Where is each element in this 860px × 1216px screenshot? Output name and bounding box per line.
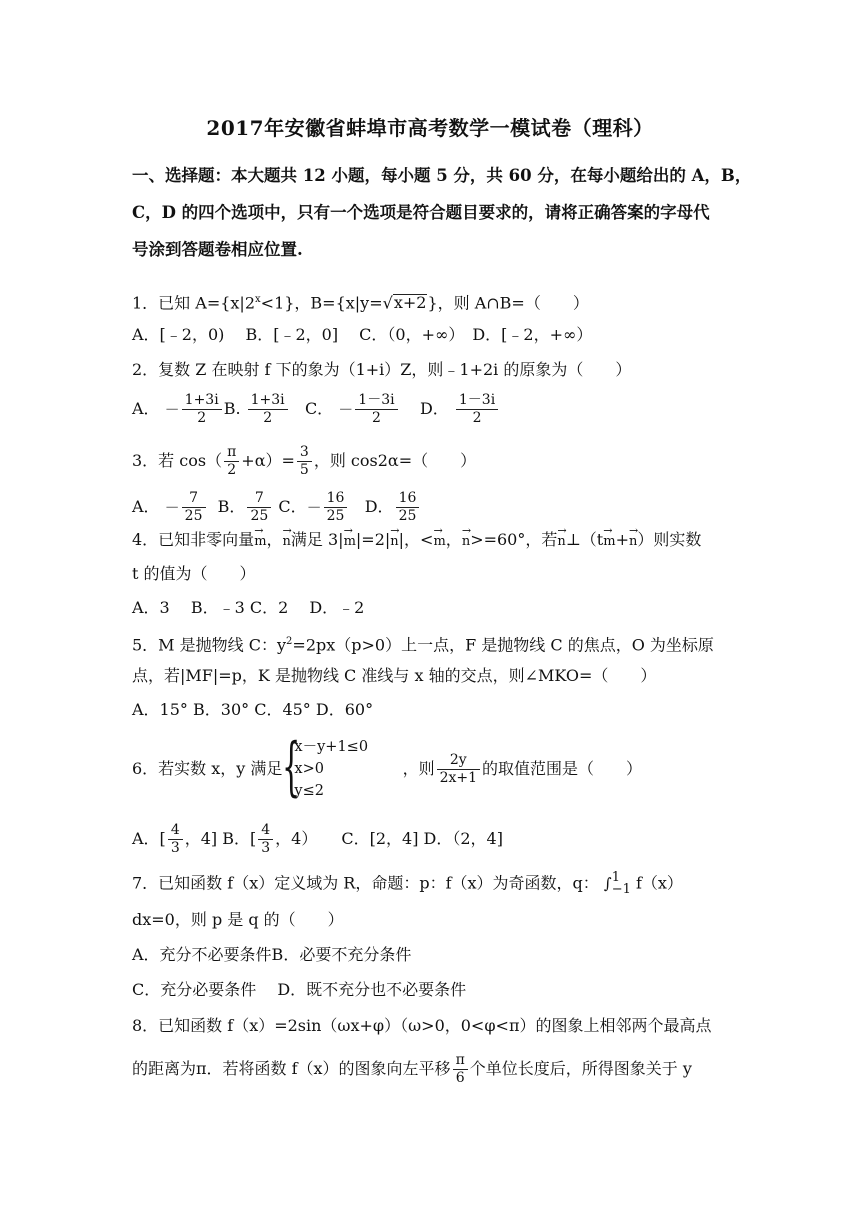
question-1-options: A．[﹣2，0) B．[﹣2，0] C．（0，+∞） D．[﹣2，+∞）	[132, 325, 593, 344]
fraction: $\frac{2y}{2x+1}$	[437, 752, 480, 787]
question-2-options: A． － $\frac{1+3i}{2}$ B. $\frac{1+3i}{2}$ C． － $\frac{1-3i}{2}$ D． $\frac{1-3i}{2}$	[132, 392, 500, 427]
section-instructions-line-2: C，D 的四个选项中，只有一个选项是符合题目要求的，请将正确答案的字母代	[132, 203, 710, 222]
fraction: $\frac{1+3i}{2}$	[182, 392, 222, 427]
question-2-stem: 2．复数 Z 在映射 f 下的象为（1+i）Z，则﹣1+2i 的原象为（ ）	[132, 360, 632, 379]
fraction: $\frac{4}{3}$	[168, 822, 183, 857]
question-8-stem-line-2: 的距离为π．若将函数 f（x）的图象向左平移 $\frac{\pi}{6}$ 个单位长度后，所得图象关于 y	[132, 1052, 692, 1086]
question-5-stem-line-2: 点，若|MF|=p，K 是抛物线 C 准线与 x 轴的交点，则∠MKO=（ ）	[132, 666, 657, 685]
question-5-options: A．15° B．30° C．45° D．60°	[132, 700, 374, 719]
fraction: $\frac{\pi}{2}$	[224, 444, 239, 479]
fraction: $\frac{7}{25}$	[182, 490, 206, 525]
section-instructions-line-1: 一、选择题：本大题共 12 小题，每小题 5 分，共 60 分，在每小题给出的 A，B，	[132, 166, 752, 185]
question-4-stem-line-1: 4．已知非零向量→ m，→ n满足 3|→ m|=2|→ n|，<→ m，→ n>=60°，若→ n⊥（t→ m+→ n）则实数	[132, 530, 701, 552]
question-7-stem-line-1: 7．已知函数 f（x）定义域为 R，命题：p：f（x）为奇函数，q： ∫ 1 −1 f（x）	[132, 870, 683, 897]
fraction: $\frac{1-3i}{2}$	[456, 392, 498, 427]
question-3-stem: 3．若 cos（ $\frac{\pi}{2}$ +α）= $\frac{3}{5}$ ，则 cos2α=（ ）	[132, 444, 477, 478]
fraction: $\frac{3}{5}$	[297, 444, 312, 479]
question-7-stem-line-2: dx=0，则 p 是 q 的（ ）	[132, 910, 344, 929]
question-1-stem: 1．已知 $A=\{x|2^x<1\}$，B={x|y=√x+2}，则 A∩B=（ ）	[132, 293, 589, 313]
section-instructions-line-3: 号涂到答题卷相应位置.	[132, 240, 303, 259]
fraction: $\frac{\pi}{6}$	[453, 1052, 468, 1087]
inequality-system: { x－y+1≤0 x>0 y≤2	[282, 730, 369, 804]
question-6-stem: 6．若实数 x，y 满足 { x－y+1≤0 x>0 y≤2 ，则 $\frac{2y}{2x+1}$ 的取值范围是（ ）	[132, 730, 643, 804]
fraction: $\frac{16}{25}$	[324, 490, 348, 525]
fraction: $\frac{16}{25}$	[396, 490, 420, 525]
question-8-stem-line-1: 8．已知函数 f（x）=2sin（ωx+φ）（ω>0，0<φ<π）的图象上相邻两个最高点	[132, 1016, 712, 1035]
question-7-options-2: C．充分必要条件 D．既不充分也不必要条件	[132, 980, 467, 999]
question-5-stem-line-1: 5．M 是抛物线 C：$y^2=2px(p>0)$上一点，F 是抛物线 C 的焦点，O 为坐标原	[132, 635, 714, 655]
question-3-options: A． － $\frac{7}{25}$ B． $\frac{7}{25}$ C．－ $\frac{16}{25}$ D． $\frac{16}{25}$	[132, 490, 421, 525]
question-4-stem-line-2: t 的值为（ ）	[132, 564, 256, 583]
question-4-options: A．3 B．﹣3 C．2 D．﹣2	[132, 598, 365, 617]
fraction: $\frac{1-3i}{2}$	[355, 392, 397, 427]
fraction: $\frac{1+3i}{2}$	[248, 392, 288, 427]
page-title: 2017年安徽省蚌埠市高考数学一模试卷（理科）	[206, 116, 654, 140]
fraction: $\frac{7}{25}$	[247, 490, 271, 525]
question-7-options-1: A．充分不必要条件B．必要不充分条件	[132, 945, 412, 964]
fraction: $\frac{4}{3}$	[258, 822, 273, 857]
question-6-options: A．[ $\frac{4}{3}$ ，4] B．[ $\frac{4}{3}$ ，4） C．[2，4] D．（2，4]	[132, 822, 503, 856]
integral-sign: ∫	[603, 874, 612, 893]
